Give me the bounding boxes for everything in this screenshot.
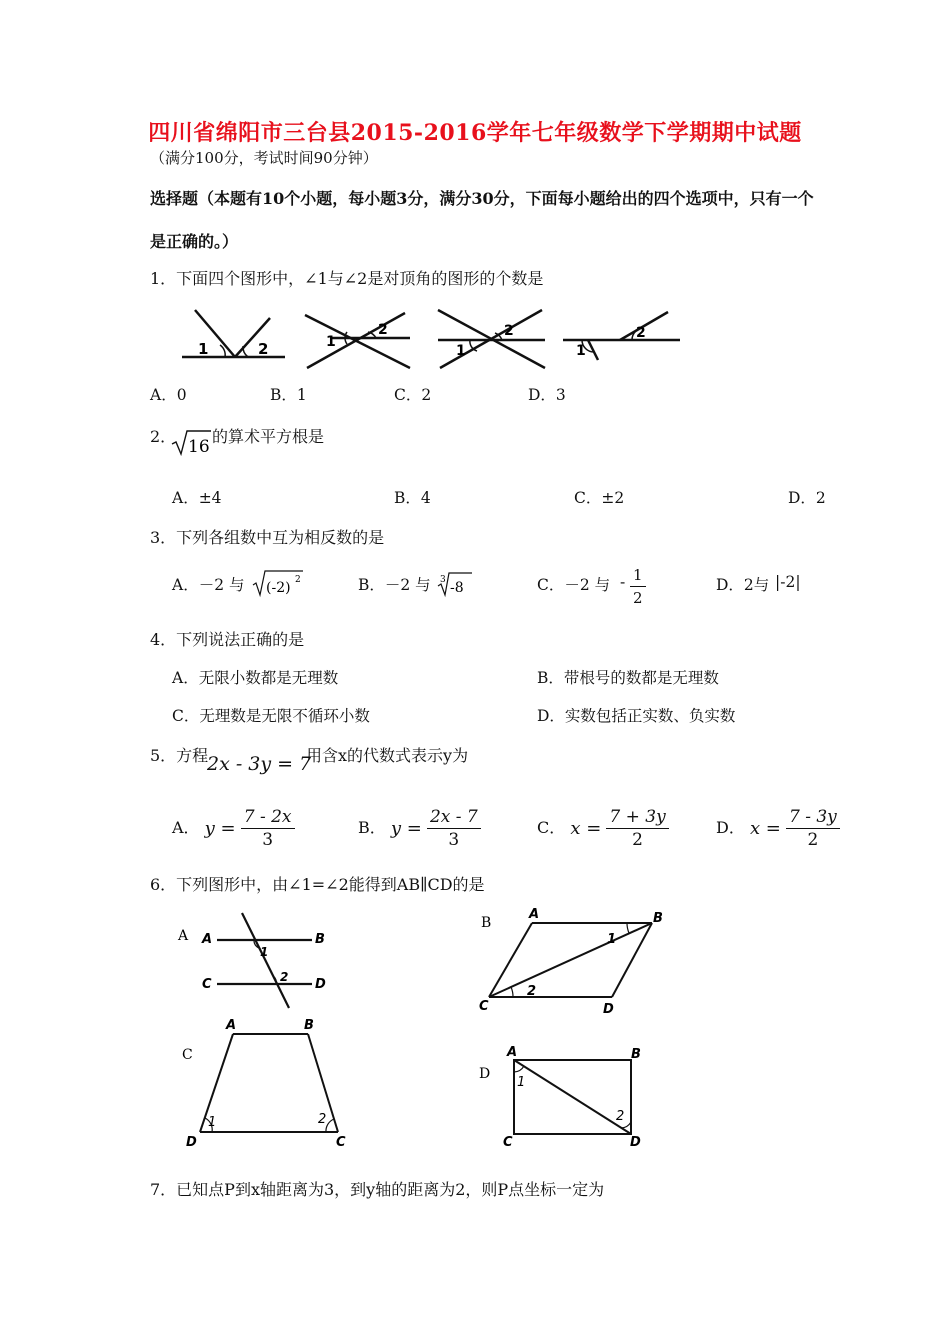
section-heading-line2: 是正确的。） <box>150 232 239 251</box>
q2-option-c: C．±2 <box>574 489 625 507</box>
q1-fig4-label-1: 1 <box>576 343 586 359</box>
q3-option-b-cbrt <box>436 568 476 598</box>
q1-option-a: A．0 <box>150 386 187 404</box>
q1-fig4-label-2: 2 <box>636 325 646 341</box>
svg-text:D: D <box>315 977 326 992</box>
svg-text:3: 3 <box>440 575 446 585</box>
q1-option-d: D．3 <box>528 386 566 404</box>
q1-fig2-label-1: 1 <box>326 334 336 350</box>
question-4-text: 4．下列说法正确的是 <box>150 630 305 649</box>
q6-figure-d-tag: D <box>479 1066 491 1082</box>
q1-option-b: B．1 <box>270 386 307 404</box>
question-2-num: 2． <box>150 427 177 446</box>
sqrt-16-radicand: 16 <box>188 437 210 457</box>
svg-text:2: 2 <box>318 1112 327 1127</box>
question-5-pre: 5．方程 <box>150 746 209 765</box>
question-1-text: 1．下面四个图形中，∠1与∠2是对顶角的图形的个数是 <box>150 269 544 288</box>
q6-figure-b-tag: B <box>481 915 492 931</box>
svg-text:C: C <box>336 1135 346 1150</box>
q5-option-b: B． y = $\frac{2x - 7}{3}$ <box>358 806 481 851</box>
q4-option-b: B．带根号的数都是无理数 <box>537 669 719 687</box>
question-3-text: 3．下列各组数中互为相反数的是 <box>150 528 385 547</box>
q1-option-c: C．2 <box>394 386 432 404</box>
section-heading-line1: 选择题（本题有10个小题，每小题3分，满分30分，下面每小题给出的四个选项中，只有一个 <box>150 189 814 208</box>
q1-figure-3 <box>438 310 545 368</box>
q4-option-c: C．无理数是无限不循环小数 <box>172 707 370 725</box>
q6-figure-d <box>477 1040 677 1158</box>
svg-text:(-2): (-2) <box>266 580 291 596</box>
svg-text:C: C <box>479 999 489 1014</box>
svg-text:C: C <box>202 977 212 992</box>
svg-text:2: 2 <box>616 1109 625 1124</box>
question-6-text: 6．下列图形中，由∠1=∠2能得到AB∥CD的是 <box>150 875 485 894</box>
svg-text:2: 2 <box>295 575 301 585</box>
q3-option-c: C．－2 与 <box>537 576 611 594</box>
q6-figure-a <box>172 908 352 1013</box>
q6-figure-a-tag: A <box>178 928 189 944</box>
q2-option-a: A．±4 <box>172 489 222 507</box>
q1-fig3-label-2: 2 <box>504 323 514 339</box>
q6-figure-b <box>477 905 677 1020</box>
q3-option-a-radical <box>251 568 307 598</box>
svg-text:C: C <box>503 1135 513 1150</box>
page-title: 四川省绵阳市三台县2015-2016学年七年级数学下学期期中试题 <box>148 120 802 146</box>
q5-equation: 2x - 3y = 7 <box>207 753 312 775</box>
q5-option-c: C． x = $\frac{7 + 3y}{2}$ <box>537 806 669 851</box>
svg-text:D: D <box>603 1002 614 1017</box>
q2-option-d: D．2 <box>788 489 826 507</box>
q1-fig2-label-2: 2 <box>378 322 388 338</box>
q6-figure-c <box>178 1014 368 1154</box>
svg-text:A: A <box>529 907 540 922</box>
svg-text:1: 1 <box>607 932 617 947</box>
svg-text:A: A <box>202 932 213 947</box>
svg-text:B: B <box>304 1018 314 1033</box>
q5-option-a: A． y = $\frac{7 - 2x}{3}$ <box>172 806 295 851</box>
svg-text:2: 2 <box>280 970 289 984</box>
svg-text:B: B <box>631 1047 641 1062</box>
q3-option-d: D．2与 <box>716 576 770 594</box>
q3-option-d-abs: |-2| <box>775 573 801 591</box>
q5-option-d: D． x = $\frac{7 - 3y}{2}$ <box>716 806 840 851</box>
sqrt-16 <box>170 428 212 458</box>
q3-option-c-fraction: $\frac{1}{2}$ <box>630 564 646 609</box>
svg-text:A: A <box>507 1045 518 1060</box>
q6-figure-c-tag: C <box>182 1047 193 1063</box>
svg-text:D: D <box>630 1135 641 1150</box>
question-2-text: 的算术平方根是 <box>212 427 325 446</box>
svg-text:1: 1 <box>517 1075 526 1090</box>
svg-text:1: 1 <box>208 1115 217 1130</box>
q1-fig1-label-2: 2 <box>258 340 269 358</box>
svg-text:B: B <box>315 932 325 947</box>
q1-fig3-label-1: 1 <box>456 343 466 359</box>
q2-option-b: B．4 <box>394 489 431 507</box>
q3-option-a: A．－2 与 <box>172 576 245 594</box>
question-1-figures <box>170 300 690 380</box>
question-7-text: 7．已知点P到x轴距离为3，到y轴的距离为2，则P点坐标一定为 <box>150 1180 605 1199</box>
q1-fig1-label-1: 1 <box>198 340 209 358</box>
q1-figure-2 <box>305 313 410 368</box>
svg-text:D: D <box>186 1135 197 1150</box>
question-5-post: 用含x的代数式表示y为 <box>306 746 469 765</box>
q3-option-c-sign: - <box>620 573 626 591</box>
q4-option-a: A．无限小数都是无理数 <box>172 669 339 687</box>
svg-text:1: 1 <box>260 945 269 959</box>
q3-option-b: B．－2 与 <box>358 576 431 594</box>
exam-info: （满分100分，考试时间90分钟） <box>150 149 378 167</box>
q4-option-d: D．实数包括正实数、负实数 <box>537 707 736 725</box>
svg-text:A: A <box>226 1018 237 1033</box>
svg-text:2: 2 <box>527 984 537 999</box>
svg-text:-8: -8 <box>450 580 464 596</box>
svg-text:B: B <box>653 911 663 926</box>
